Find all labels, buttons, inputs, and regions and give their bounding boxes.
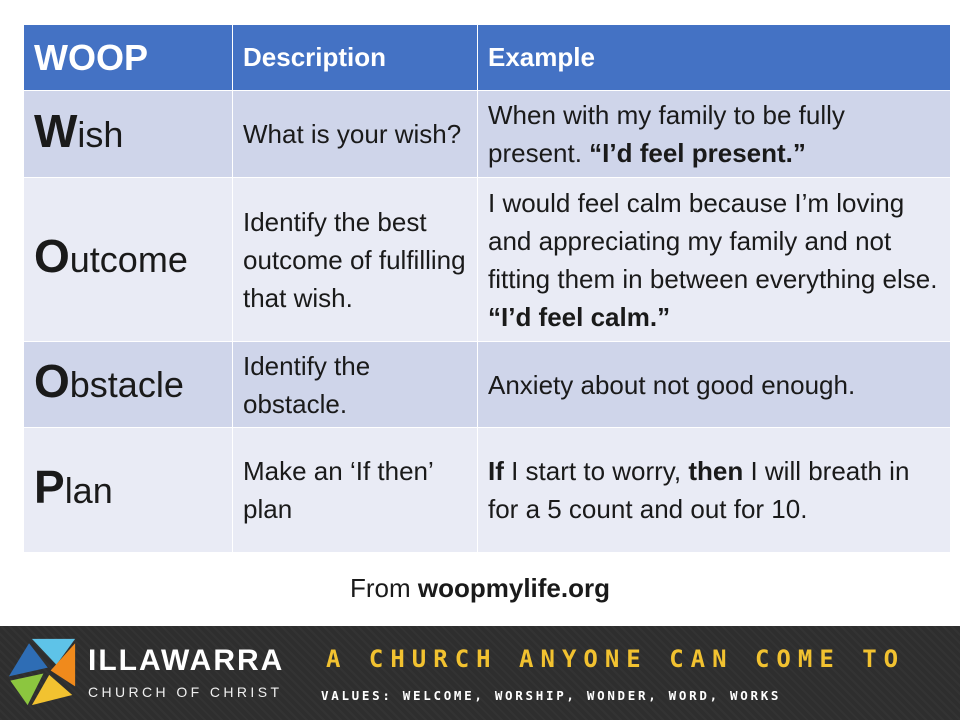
example-quote: “I’d feel present.” [589,138,806,168]
source-prefix: From [349,573,418,603]
example-text: I would feel calm because I’m loving and appreciating my family and not fitting them in between everything else. [488,187,938,294]
term-rest: bstacle [69,364,184,405]
term-rest: ish [77,113,124,155]
term-initial: P [34,460,65,513]
example-cell: Anxiety about not good enough. [478,342,951,428]
table-row-wish [24,91,951,178]
description-cell: Identify the obstacle. [233,342,478,428]
example-quote: “I’d feel calm.” [488,301,671,332]
table-row-obstacle [24,342,951,428]
woop-table [23,24,951,553]
header-description: Description [233,25,478,91]
source-link[interactable]: woopmylife.org [417,573,610,603]
term-outcome [24,178,233,342]
term-wish [24,91,233,178]
term-rest: lan [64,469,113,511]
term-rest: utcome [69,239,188,280]
header-woop: WOOP [24,25,233,91]
example-cell [478,91,951,178]
example-text: I will breath in for a 5 count and out for 10. [488,456,910,524]
term-plan [24,428,233,553]
church-logo-icon [6,636,78,708]
term-initial: W [34,104,78,157]
term-obstacle [24,342,233,428]
org-name: ILLAWARRA [88,644,285,677]
table-header-row [24,25,951,91]
example-text: When with my family to be fully present. [488,100,845,168]
footer-banner [0,626,960,720]
source-attribution [0,573,960,604]
example-cell [478,178,951,342]
values-line: VALUES: WELCOME, WORSHIP, WONDER, WORD, WORKS [321,688,782,703]
table-row-plan [24,428,951,553]
example-text: I start to worry, [503,456,689,486]
example-if: If [488,456,504,486]
example-then: then [688,456,744,486]
table-row-outcome [24,178,951,342]
org-subtitle: CHURCH OF CHRIST [88,684,283,700]
example-cell [478,428,951,553]
term-initial: O [34,230,70,282]
tagline: A CHURCH ANYONE CAN COME TO [326,645,906,673]
description-cell: Identify the best outcome of fulfilling that wish. [233,178,478,342]
term-initial: O [34,355,70,407]
header-example: Example [478,25,951,91]
description-cell: Make an ‘If then’ plan [233,428,478,553]
description-cell: What is your wish? [233,91,478,178]
